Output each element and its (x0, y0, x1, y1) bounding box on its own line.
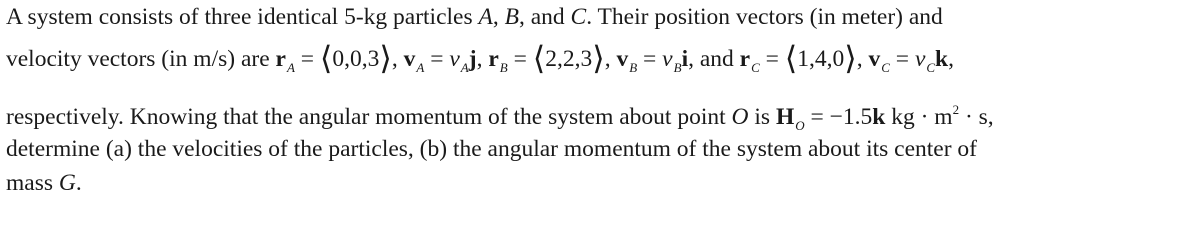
left-angle-bracket: ⟨ (532, 39, 546, 77)
problem-line-2 (6, 39, 954, 77)
equals-sign: = (889, 46, 915, 72)
intro-text: A system consists of three identical 5-kg particles (6, 4, 479, 30)
left-angle-bracket: ⟨ (319, 39, 333, 77)
position-b-values: 2,2,3 (545, 46, 593, 72)
position-vector-symbol: r (739, 46, 751, 72)
equals-sign: = (507, 46, 533, 72)
unit-vector-i: i (681, 46, 689, 72)
particle-a-label: A (478, 4, 493, 30)
right-angle-bracket: ⟩ (592, 39, 605, 77)
line1-rest-text: . Their position vectors (in meter) and (586, 4, 943, 30)
separator: , (476, 46, 489, 72)
right-angle-bracket: ⟩ (844, 39, 857, 77)
squared-exponent: 2 (952, 102, 960, 117)
line2-end-punct: , (948, 46, 954, 72)
particle-c-label: C (570, 4, 587, 30)
subscript-b: B (673, 60, 682, 75)
unit-vector-k: k (935, 46, 949, 72)
equals-sign: = (759, 46, 785, 72)
right-angle-bracket: ⟩ (379, 39, 392, 77)
unit-vector-j: j (468, 46, 477, 72)
angular-momentum-symbol: H (775, 104, 795, 130)
position-a-values: 0,0,3 (332, 46, 380, 72)
equals-sign: = (424, 46, 450, 72)
velocity-c-magnitude: v (914, 46, 926, 72)
subscript-a: A (460, 60, 469, 75)
separator: , (492, 4, 505, 30)
angular-momentum-text: respectively. Knowing that the angular momentum of the system about point (6, 104, 732, 130)
separator: , (604, 46, 617, 72)
separator: , (856, 46, 869, 72)
subscript-c: C (751, 60, 760, 75)
units-text: kg · m (885, 104, 953, 130)
is-text: is (748, 104, 776, 130)
problem-line-1 (6, 6, 943, 30)
velocity-a-magnitude: v (449, 46, 460, 72)
subscript-a: A (416, 60, 425, 75)
problem-line-5 (6, 172, 82, 196)
position-vector-symbol: r (488, 46, 499, 72)
position-c-values: 1,4,0 (797, 46, 845, 72)
center-of-mass-label: G (58, 170, 76, 196)
subscript-a: A (286, 60, 295, 75)
velocity-b-magnitude: v (662, 46, 673, 72)
subscript-b: B (499, 60, 508, 75)
unit-vector-k: k (872, 104, 886, 130)
left-angle-bracket: ⟨ (784, 39, 798, 77)
velocity-vector-symbol: v (616, 46, 629, 72)
mass-text: mass (6, 170, 59, 196)
units-text-end: · s, (959, 104, 994, 130)
velocity-vector-symbol: v (868, 46, 881, 72)
subscript-o: O (795, 118, 805, 133)
subscript-b: B (629, 60, 638, 75)
conjunction: , and (518, 4, 571, 30)
problem-line-4: determine (a) the velocities of the particles, (b) the angular momentum of the system about its center of (6, 136, 978, 162)
equals-sign: = (294, 46, 320, 72)
problem-line-3 (6, 103, 994, 132)
conjunction: , and (688, 46, 740, 72)
subscript-c: C (881, 60, 890, 75)
particle-b-label: B (504, 4, 519, 30)
point-o-label: O (731, 104, 749, 130)
velocity-vector-symbol: v (403, 46, 416, 72)
position-vector-symbol: r (275, 46, 286, 72)
separator: , (391, 46, 404, 72)
final-period: . (75, 170, 82, 196)
equals-sign: = (637, 46, 663, 72)
velocity-intro-text: velocity vectors (in m/s) are (6, 46, 276, 72)
angular-momentum-value: = −1.5 (804, 104, 873, 130)
subscript-c: C (926, 60, 936, 75)
